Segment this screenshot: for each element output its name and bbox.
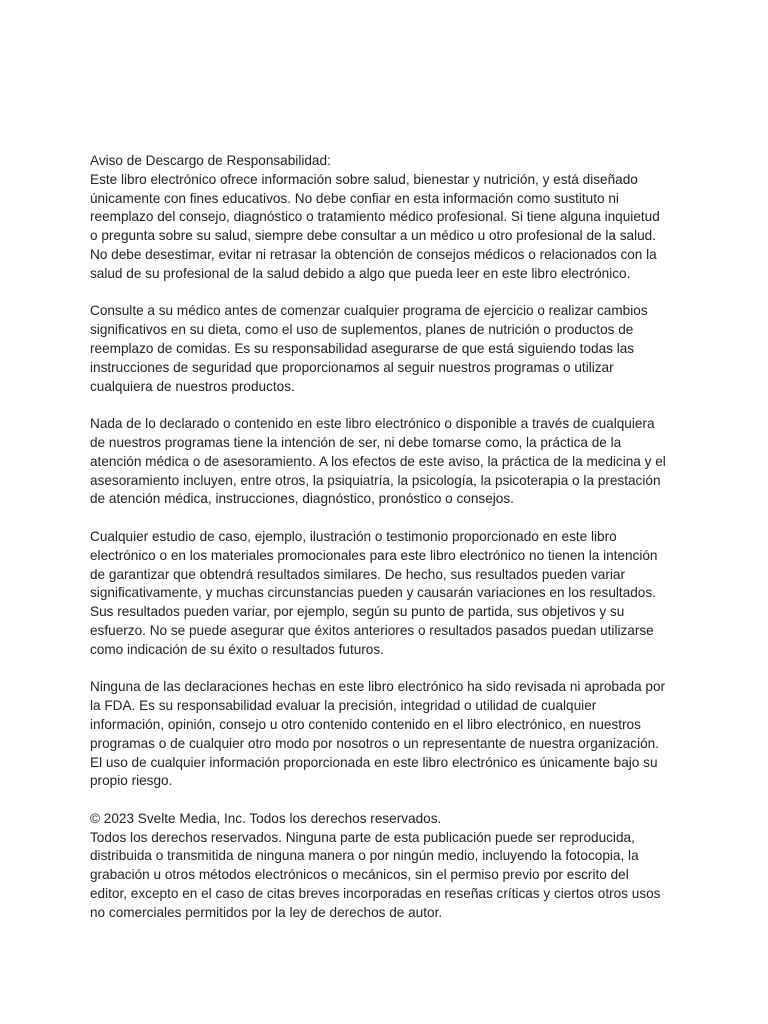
not-medical-practice-paragraph <box>90 415 690 509</box>
text-line: Todos los derechos reservados. Ninguna parte de esta publicación puede ser reproducida, <box>90 829 635 845</box>
text-line: Este libro electrónico ofrece información sobre salud, bienestar y nutrición, y está diseñado <box>90 171 638 187</box>
text-line: únicamente con fines educativos. No debe confiar en esta información como sustituto ni <box>90 190 619 206</box>
text-line: o pregunta sobre su salud, siempre debe consultar a un médico u otro profesional de la salud. <box>90 228 656 244</box>
fda-paragraph <box>90 678 690 791</box>
results-vary-paragraph <box>90 528 690 660</box>
consult-doctor-paragraph <box>90 302 690 396</box>
text-line: distribuida o transmitida de ninguna manera o por ningún medio, incluyendo la fotocopia, la <box>90 848 639 864</box>
text-line: propio riesgo. <box>90 773 173 789</box>
text-line: de atención médica, instrucciones, diagnóstico, pronóstico o consejos. <box>90 491 514 507</box>
disclaimer-paragraph <box>90 152 690 284</box>
text-line: información, opinión, consejo u otro contenido contenido en el libro electrónico, en nuestros <box>90 716 641 732</box>
text-line: grabación u otros métodos electrónicos o mecánicos, sin el permiso previo por escrito del <box>90 867 629 883</box>
text-line: significativamente, y muchas circunstancias pueden y causarán variaciones en los resultados. <box>90 585 656 601</box>
text-line: de garantizar que obtendrá resultados similares. De hecho, sus resultados pueden variar <box>90 566 625 582</box>
text-line: Ninguna de las declaraciones hechas en este libro electrónico ha sido revisada ni aprobada por <box>90 679 666 695</box>
text-line: como indicación de su éxito o resultados futuros. <box>90 641 384 657</box>
text-line: reemplazo de comidas. Es su responsabilidad asegurarse de que está siguiendo todas las <box>90 340 635 356</box>
text-line: asesoramiento incluyen, entre otros, la psiquiatría, la psicología, la psicoterapia o la prestación <box>90 472 661 488</box>
text-line: Sus resultados pueden variar, por ejemplo, según su punto de partida, sus objetivos y su <box>90 604 625 620</box>
text-line: Nada de lo declarado o contenido en este libro electrónico o disponible a través de cualquiera <box>90 416 655 432</box>
text-line: No debe desestimar, evitar ni retrasar la obtención de consejos médicos o relacionados con la <box>90 246 657 262</box>
text-line: no comerciales permitidos por la ley de derechos de autor. <box>90 904 443 920</box>
text-line: editor, excepto en el caso de citas breves incorporadas en reseñas críticas y ciertos otros usos <box>90 886 661 902</box>
text-line: cualquiera de nuestros productos. <box>90 378 295 394</box>
document-page <box>90 152 690 941</box>
text-line: salud de su profesional de la salud debido a algo que pueda leer en este libro electrónico. <box>90 265 631 281</box>
text-line: reemplazo del consejo, diagnóstico o tratamiento médico profesional. Si tiene alguna inquietud <box>90 209 660 225</box>
text-line: de nuestros programas tiene la intención de ser, ni debe tomarse como, la práctica de la <box>90 434 622 450</box>
text-line: significativos en su dieta, como el uso de suplementos, planes de nutrición o productos de <box>90 322 634 338</box>
text-line: El uso de cualquier información proporcionada en este libro electrónico es únicamente bajo su <box>90 754 658 770</box>
text-line: Cualquier estudio de caso, ejemplo, ilustración o testimonio proporcionado en este libro <box>90 528 617 544</box>
text-line: instrucciones de seguridad que proporcionamos al seguir nuestros programas o utilizar <box>90 359 614 375</box>
text-line: esfuerzo. No se puede asegurar que éxitos anteriores o resultados pasados puedan utilizarse <box>90 622 654 638</box>
text-line: la FDA. Es su responsabilidad evaluar la precisión, integridad o utilidad de cualquier <box>90 698 597 714</box>
copyright-notice: © 2023 Svelte Media, Inc. Todos los derechos reservados. <box>90 810 442 826</box>
copyright-paragraph <box>90 810 690 923</box>
text-line: programas o de cualquier otro modo por nosotros o un representante de nuestra organización. <box>90 735 660 751</box>
text-line: electrónico o en los materiales promocionales para este libro electrónico no tienen la intención <box>90 547 658 563</box>
text-line: atención médica o de asesoramiento. A los efectos de este aviso, la práctica de la medicina y el <box>90 453 666 469</box>
text-line: Consulte a su médico antes de comenzar cualquier programa de ejercicio o realizar cambios <box>90 303 648 319</box>
disclaimer-heading: Aviso de Descargo de Responsabilidad: <box>90 153 331 168</box>
